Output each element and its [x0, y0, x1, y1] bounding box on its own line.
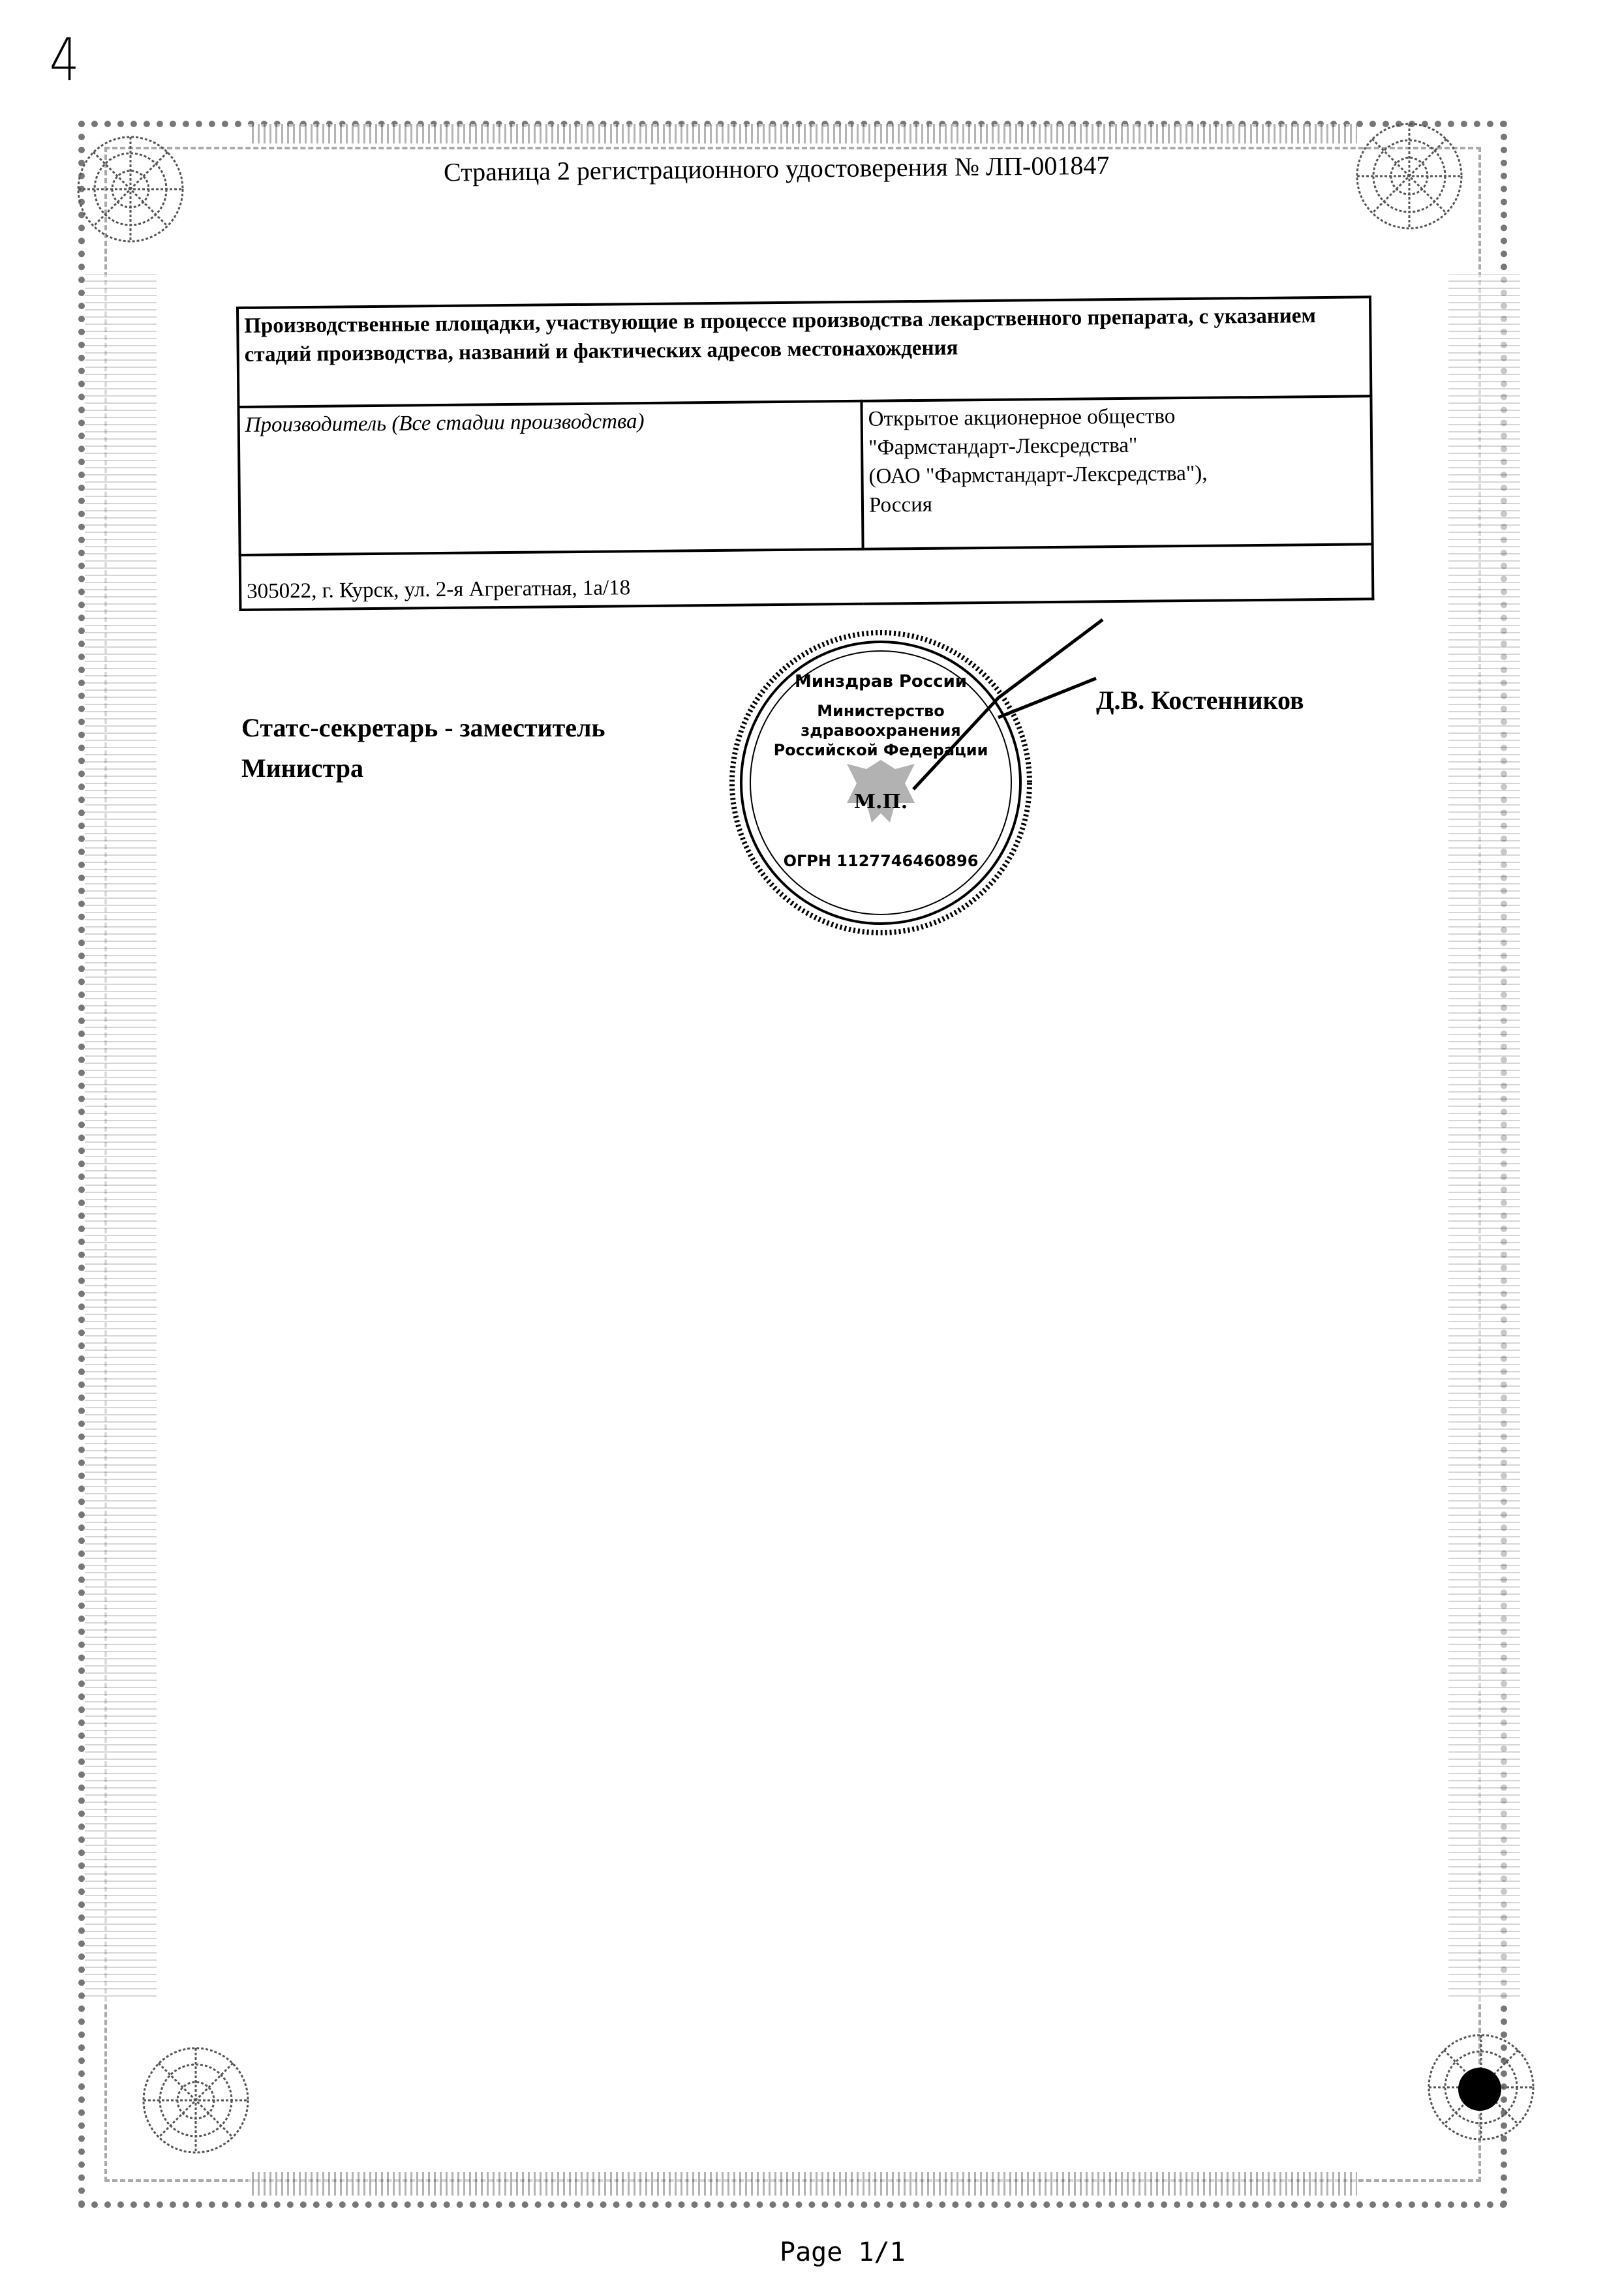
manufacturer-role: Производитель (Все стадии производства)	[238, 401, 863, 555]
seal-ogrn: ОГРН 1127746460896	[783, 852, 979, 870]
company-line: Открытое акционерное общество	[868, 404, 1176, 431]
border-hatch-left	[85, 274, 157, 2002]
corner-rosette-icon	[1344, 98, 1475, 254]
border-hatch-bottom	[248, 2172, 1357, 2196]
table-heading-row	[237, 297, 1371, 407]
table-heading: Производственные площадки, участвующие в процессе производства лекарственного препарата, с указанием стадий производства, названий и фактических адресов местонахождения	[237, 297, 1371, 407]
official-seal	[724, 626, 1037, 939]
page-footer: Page 1/1	[780, 2237, 906, 2267]
manufacturer-company	[861, 396, 1372, 549]
seal-inner-text: Минздрав России	[795, 672, 967, 691]
seal-outer-text: Министерство здравоохранения Российской Федерации	[773, 702, 988, 759]
handwritten-page-number: 4	[49, 26, 80, 95]
punch-hole-mark	[1458, 2068, 1501, 2111]
corner-rosette-icon	[130, 2022, 261, 2179]
signatory-position	[241, 708, 605, 789]
table-address-row	[240, 544, 1373, 610]
border-hatch-top	[248, 124, 1357, 144]
page-header: Страница 2 регистрационного удостоверения № ЛП-001847	[443, 150, 1110, 187]
border-hatch-right	[1448, 274, 1520, 2002]
table-row	[238, 396, 1372, 555]
site-address: 305022, г. Курск, ул. 2-я Агрегатная, 1а/18	[240, 544, 1373, 610]
seal-center: М.П.	[853, 791, 908, 813]
company-line: (ОАО "Фармстандарт-Лексредства"),	[868, 461, 1208, 489]
signatory-name: Д.В. Костенников	[1096, 686, 1304, 715]
production-sites-table	[236, 295, 1374, 611]
company-line: Россия	[868, 492, 933, 517]
corner-rosette-icon	[65, 111, 196, 267]
company-line: "Фармстандарт-Лексредства"	[868, 433, 1138, 460]
position-line: Министра	[241, 753, 364, 783]
position-line: Статс-секретарь - заместитель	[241, 713, 605, 742]
